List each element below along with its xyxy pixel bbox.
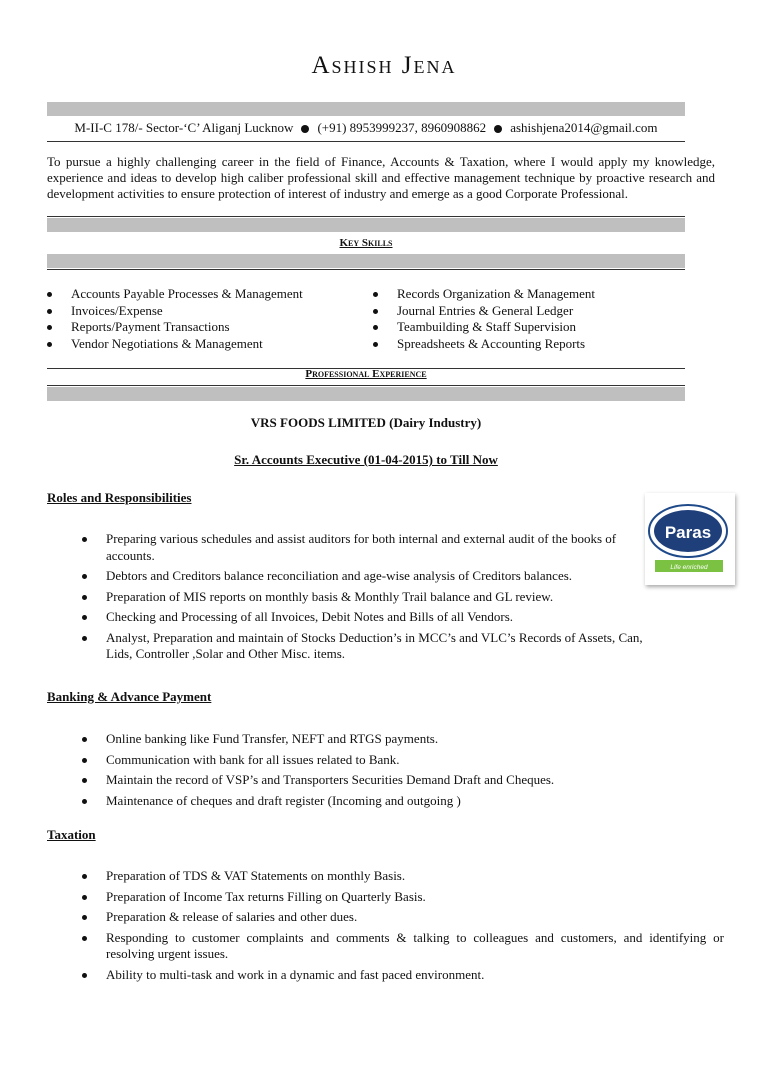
section-bar bbox=[47, 254, 685, 268]
section-bar bbox=[47, 218, 685, 232]
list-item: Preparation & release of salaries and other dues. bbox=[82, 909, 724, 926]
list-item: Preparation of Income Tax returns Filling on Quarterly Basis. bbox=[82, 889, 724, 906]
list-item: Ability to multi-task and work in a dynamic and fast paced environment. bbox=[82, 967, 724, 984]
list-item: Maintain the record of VSP’s and Transporters Securities Demand Draft and Cheques. bbox=[82, 772, 682, 789]
list-item: Debtors and Creditors balance reconciliation and age-wise analysis of Creditors balances. bbox=[82, 568, 638, 585]
bullet-icon bbox=[301, 125, 309, 133]
list-item: Maintenance of cheques and draft register (Incoming and outgoing ) bbox=[82, 793, 682, 810]
roles-title: Roles and Responsibilities bbox=[47, 490, 192, 505]
list-item: Preparation of MIS reports on monthly basis & Monthly Trail balance and GL review. bbox=[82, 589, 638, 606]
objective: To pursue a highly challenging career in the field of Finance, Accounts & Taxation, where I would apply my knowledge, experience and ideas to develop high caliber professional skill and effective management technique by proactive research and development activities to ensure protection of interest of industry and emerge as a good Corporate Professional. bbox=[47, 154, 715, 201]
bullet-icon bbox=[494, 125, 502, 133]
skill-item: Accounts Payable Processes & Management bbox=[47, 286, 347, 303]
taxation-title: Taxation bbox=[47, 827, 96, 842]
company-logo bbox=[645, 493, 735, 585]
skill-item: Records Organization & Management bbox=[373, 286, 685, 303]
list-item: Online banking like Fund Transfer, NEFT and RTGS payments. bbox=[82, 731, 682, 748]
skills-left-list bbox=[47, 286, 347, 352]
divider bbox=[47, 385, 685, 386]
phone: (+91) 8953999237, 8960908862 bbox=[317, 120, 487, 135]
key-skills-title: Key Skills bbox=[339, 237, 393, 249]
address: M-II-C 178/- Sector-‘C’ Aliganj Lucknow bbox=[74, 120, 294, 135]
email: ashishjena2014@gmail.com bbox=[510, 120, 658, 135]
banking-list bbox=[82, 731, 682, 813]
divider bbox=[47, 141, 685, 142]
divider bbox=[47, 216, 685, 217]
skill-item: Reports/Payment Transactions bbox=[47, 319, 347, 336]
experience-title: Professional Experience bbox=[305, 368, 427, 380]
list-item: Preparing various schedules and assist auditors for both internal and external audit of the books of accounts. bbox=[82, 531, 638, 564]
skills-right-list bbox=[373, 286, 685, 352]
company-name: VRS FOODS LIMITED (Dairy Industry) bbox=[250, 415, 482, 430]
paras-logo-icon bbox=[645, 493, 735, 585]
skill-item: Teambuilding & Staff Supervision bbox=[373, 319, 685, 336]
list-item: Communication with bank for all issues related to Bank. bbox=[82, 752, 682, 769]
skill-item: Journal Entries & General Ledger bbox=[373, 303, 685, 320]
logo-tagline: Life enriched bbox=[670, 564, 708, 571]
list-item: Responding to customer complaints and comments & talking to colleagues and customers, and identifying or resolving urgent issues. bbox=[82, 930, 724, 963]
taxation-list bbox=[82, 868, 724, 987]
list-item: Checking and Processing of all Invoices, Debit Notes and Bills of all Vendors. bbox=[82, 609, 638, 626]
header-bar bbox=[47, 102, 685, 116]
candidate-name: Ashish Jena bbox=[311, 52, 457, 79]
divider bbox=[47, 269, 685, 270]
contact-line bbox=[47, 120, 685, 136]
skill-item: Invoices/Expense bbox=[47, 303, 347, 320]
skill-item: Vendor Negotiations & Management bbox=[47, 336, 347, 353]
skill-item: Spreadsheets & Accounting Reports bbox=[373, 336, 685, 353]
section-bar bbox=[47, 387, 685, 401]
roles-list bbox=[82, 531, 643, 667]
position-title: Sr. Accounts Executive (01-04-2015) to Till Now bbox=[234, 452, 498, 467]
list-item: Analyst, Preparation and maintain of Stocks Deduction’s in MCC’s and VLC’s Records of Assets, Can, Lids, Controller ,Solar and Other Misc. items. bbox=[82, 630, 654, 663]
banking-title: Banking & Advance Payment bbox=[47, 689, 212, 704]
list-item: Preparation of TDS & VAT Statements on monthly Basis. bbox=[82, 868, 724, 885]
logo-text: Paras bbox=[664, 523, 712, 542]
